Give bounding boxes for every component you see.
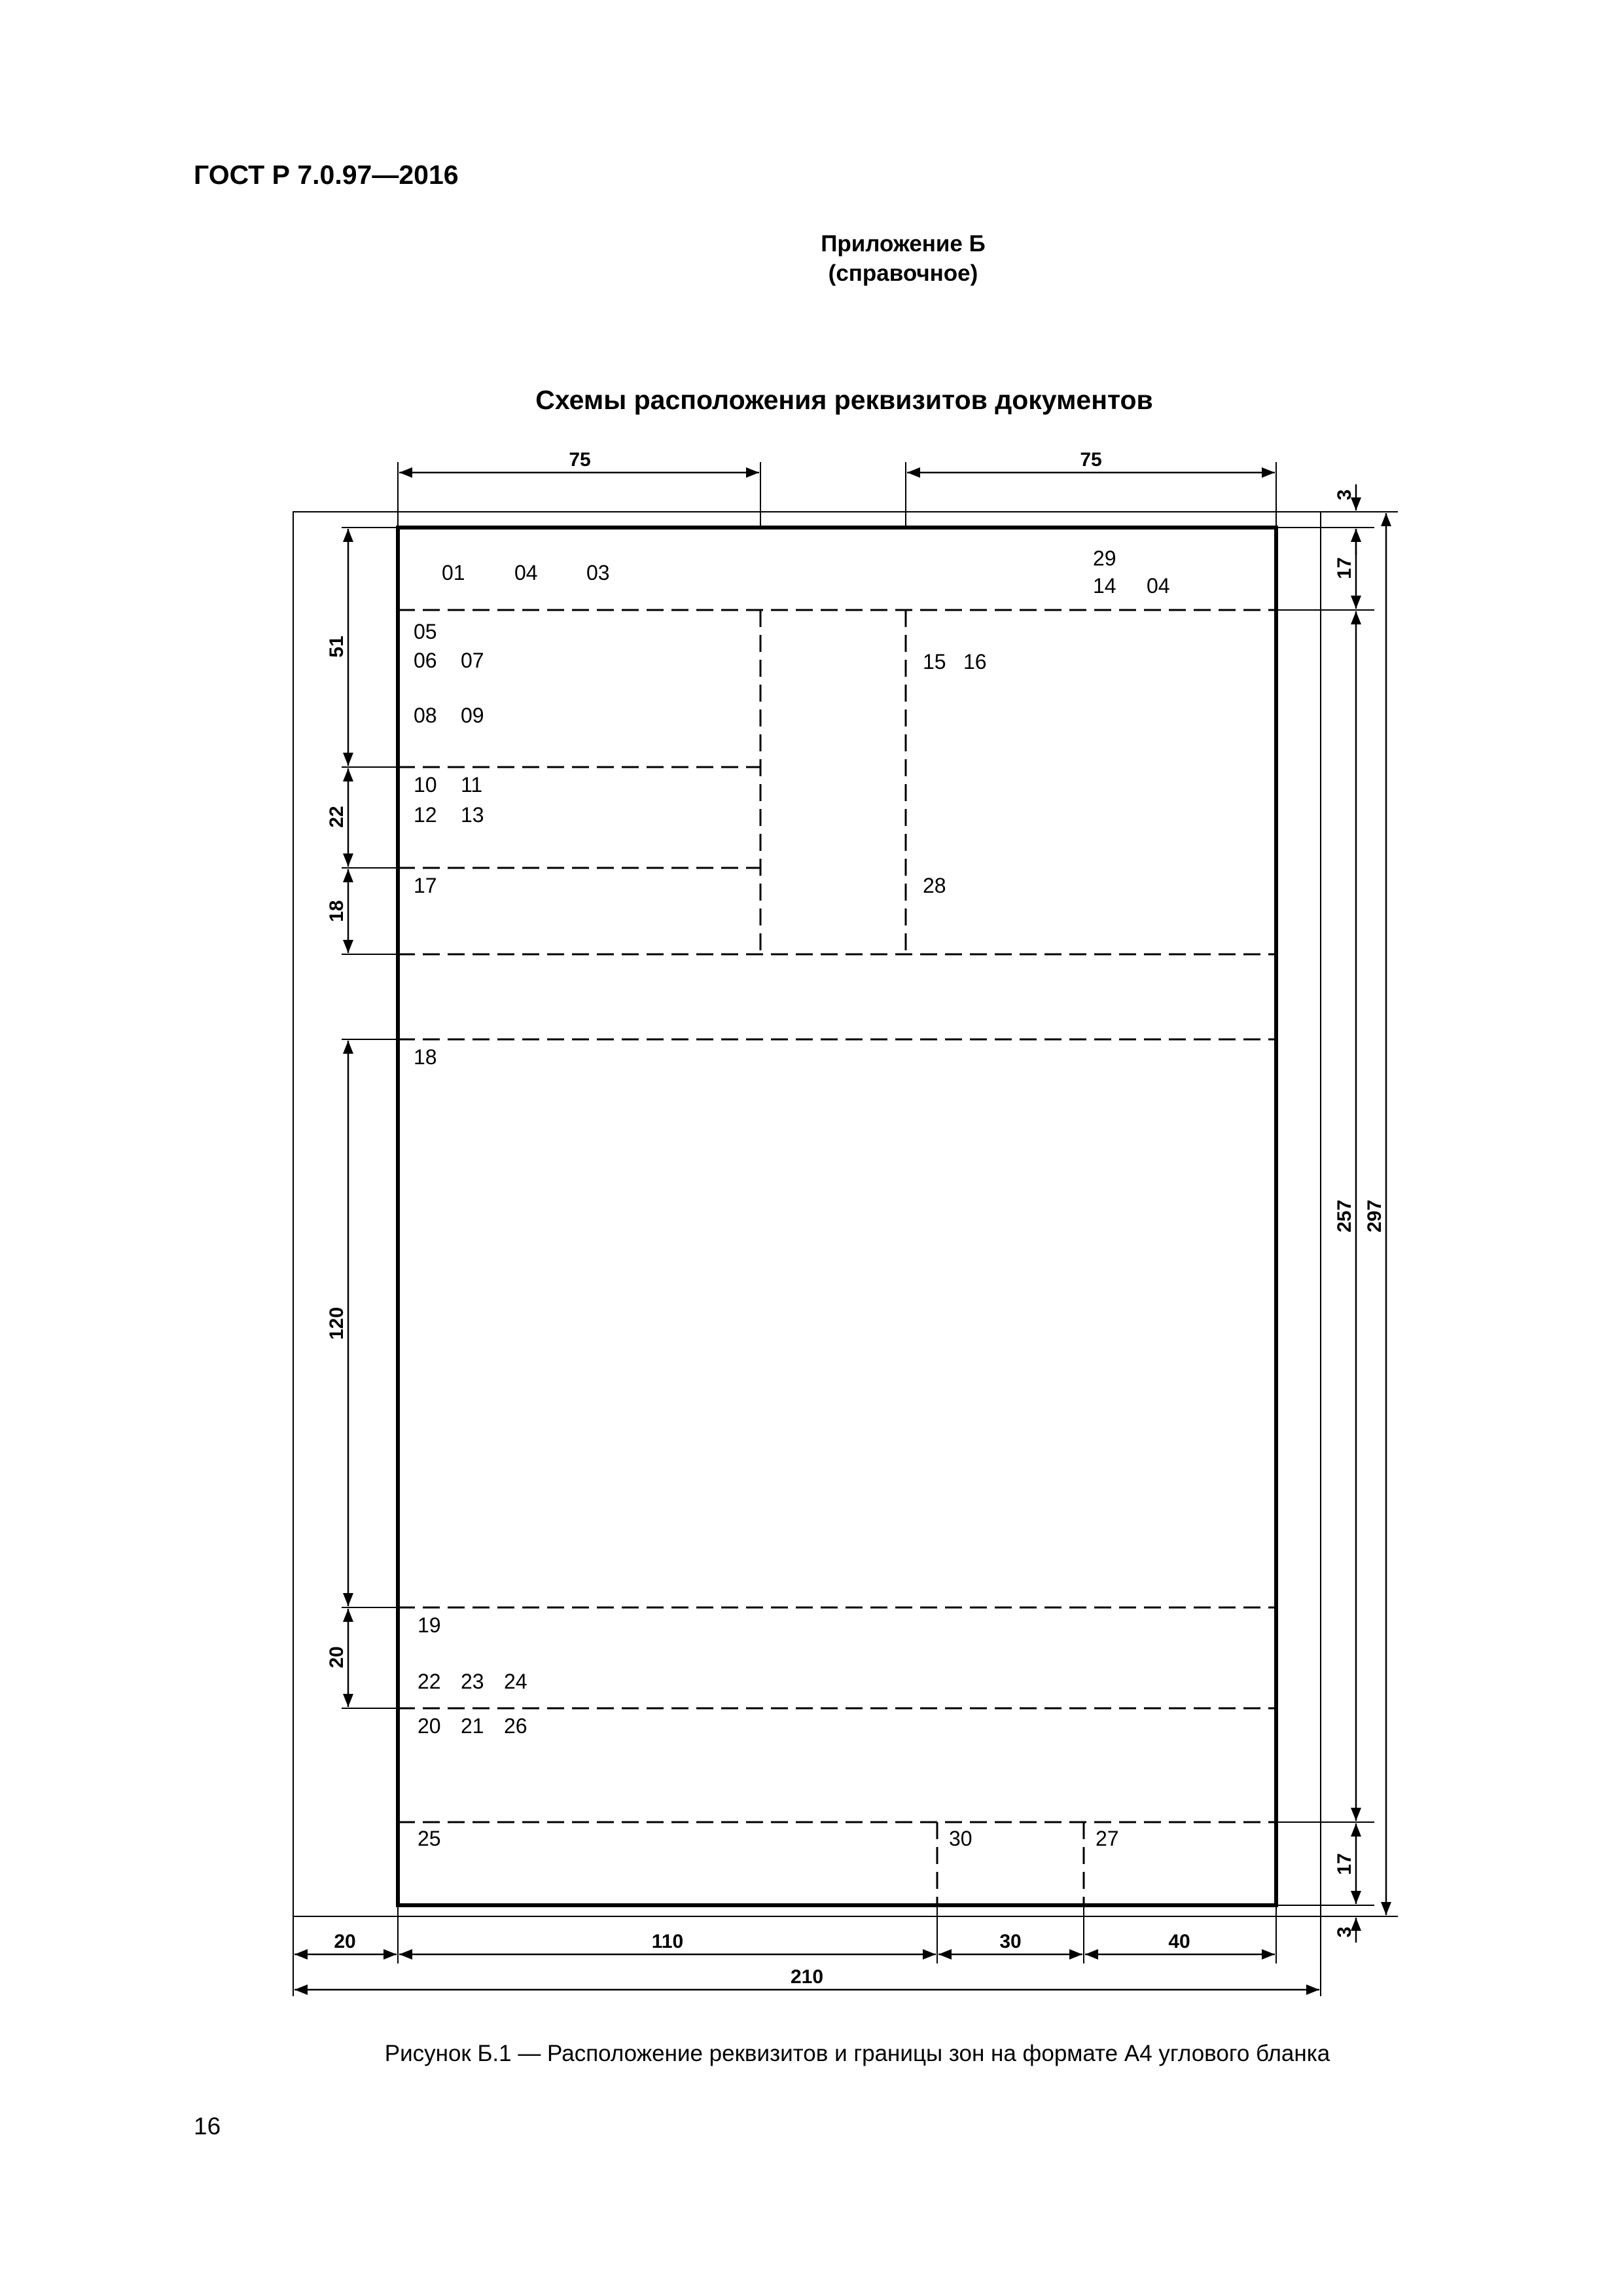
requisite-08: 08: [414, 704, 437, 727]
requisite-25: 25: [418, 1827, 441, 1850]
appendix-title: Приложение Б: [821, 231, 986, 257]
requisite-21: 21: [461, 1714, 484, 1738]
standard-designation: ГОСТ Р 7.0.97—2016: [194, 160, 459, 190]
page-number: 16: [194, 2113, 221, 2140]
text-field-outline: [398, 528, 1276, 1905]
requisite-20: 20: [418, 1714, 441, 1738]
dim-right-297: 297: [1364, 1199, 1385, 1233]
dim-right-3-top: 3: [1334, 489, 1355, 501]
requisite-13: 13: [461, 803, 484, 827]
requisite-15: 15: [923, 650, 946, 673]
dim-left-51: 51: [326, 636, 348, 658]
requisite-04-right: 04: [1147, 574, 1170, 598]
requisite-01: 01: [442, 561, 465, 584]
figure-title: Схемы расположения реквизитов документов: [535, 385, 1153, 415]
dim-top-right: 75: [1080, 449, 1102, 471]
dim-left-20: 20: [326, 1646, 348, 1668]
requisite-17: 17: [414, 874, 437, 897]
dim-bottom-40: 40: [1168, 1931, 1190, 1952]
dim-bottom-110: 110: [651, 1931, 684, 1952]
requisite-16: 16: [963, 650, 987, 673]
requisite-24: 24: [504, 1670, 527, 1693]
requisite-10: 10: [414, 773, 437, 797]
dim-bottom-30: 30: [999, 1931, 1022, 1952]
requisite-12: 12: [414, 803, 437, 827]
dim-bottom-20: 20: [334, 1931, 356, 1952]
dim-right-17-top: 17: [1334, 557, 1355, 579]
requisite-27: 27: [1096, 1827, 1119, 1850]
a4-sheet-outline: [293, 512, 1321, 1916]
requisite-28: 28: [923, 874, 946, 897]
dim-left-120: 120: [326, 1306, 348, 1340]
requisite-11: 11: [461, 773, 483, 797]
dim-right-17-bottom: 17: [1334, 1853, 1355, 1875]
dim-left-22: 22: [326, 806, 348, 828]
requisite-30: 30: [949, 1827, 972, 1850]
dim-bottom-210: 210: [790, 1966, 824, 1988]
requisite-labels: [414, 547, 1170, 1850]
requisite-06: 06: [414, 649, 437, 672]
requisite-05: 05: [414, 620, 437, 643]
requisite-23: 23: [461, 1670, 484, 1693]
dimension-lines: [294, 473, 1386, 1990]
dim-top-left: 75: [569, 449, 591, 471]
requisite-14: 14: [1093, 574, 1116, 598]
requisite-22: 22: [418, 1670, 441, 1693]
dim-right-3-bottom: 3: [1334, 1926, 1355, 1938]
requisite-26: 26: [504, 1714, 527, 1738]
dim-right-257: 257: [1334, 1199, 1355, 1233]
requisite-19: 19: [418, 1613, 441, 1637]
requisite-07: 07: [461, 649, 484, 672]
requisite-09: 09: [461, 704, 484, 727]
requisite-04: 04: [514, 561, 538, 584]
extension-lines: [293, 462, 1398, 1996]
requisite-18: 18: [414, 1045, 437, 1069]
dim-left-18: 18: [326, 900, 348, 922]
requisite-29: 29: [1093, 547, 1116, 570]
requisite-03: 03: [586, 561, 610, 584]
zone-boundaries: [398, 610, 1276, 1905]
figure-caption: Рисунок Б.1 — Расположение реквизитов и границы зон на формате А4 углового бланка: [384, 2041, 1330, 2066]
appendix-subtitle: (справочное): [828, 260, 978, 286]
